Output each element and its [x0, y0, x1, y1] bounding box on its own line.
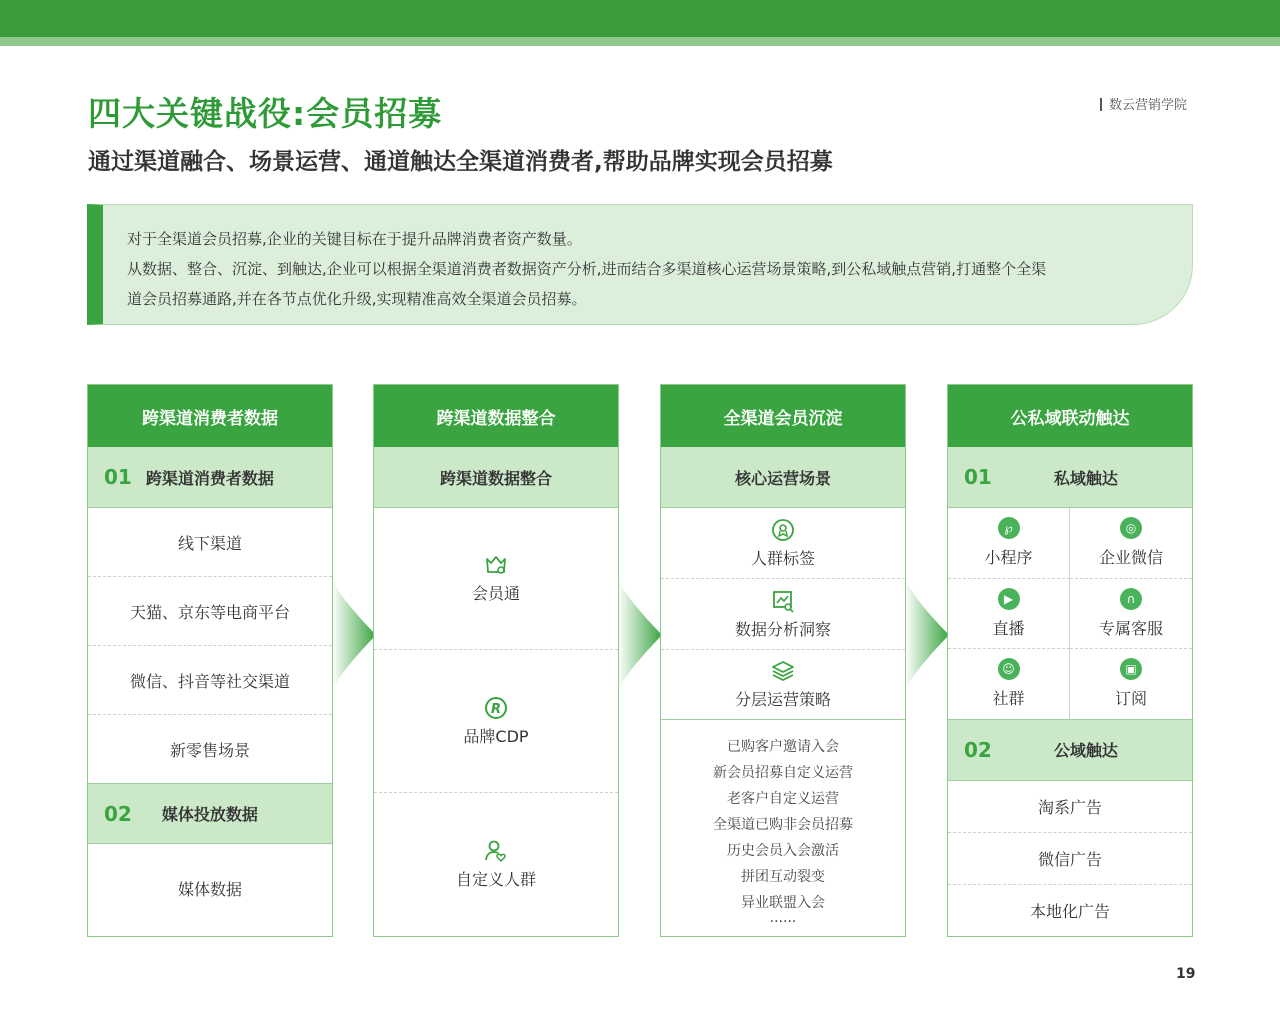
column-data-integration: [373, 384, 619, 937]
list-item: [374, 508, 618, 650]
badge-icon: [771, 518, 795, 542]
person-heart-icon: [484, 839, 508, 863]
item-label: 自定义人群: [455, 870, 536, 889]
section-header: [374, 447, 618, 508]
crown-card-icon: [484, 553, 508, 577]
section-label: 跨渠道消费者数据: [145, 468, 274, 488]
list-item: [661, 508, 905, 579]
section-label: 媒体投放数据: [161, 805, 258, 824]
grid-item: [1070, 508, 1192, 579]
grid-item: [948, 508, 1070, 579]
section-number: 01: [104, 465, 132, 489]
list-item: 微信广告: [948, 833, 1192, 885]
column-header: 跨渠道数据整合: [374, 385, 618, 447]
list-item: 天猫、京东等电商平台: [88, 577, 332, 646]
list-item: 老客户自定义运营: [727, 791, 839, 807]
section-header-01: [948, 447, 1192, 508]
private-domain-grid: [948, 508, 1192, 720]
intro-line-1: 对于全渠道会员招募,企业的关键目标在于提升品牌消费者资产数量。: [127, 230, 582, 248]
item-label: 分层运营策略: [734, 690, 831, 709]
item-label: 订阅: [1114, 689, 1147, 709]
mini-program-icon: ℘: [998, 517, 1020, 539]
headset-icon: ∩: [1120, 588, 1142, 610]
item-label: 小程序: [984, 548, 1033, 568]
section-label: 跨渠道数据整合: [439, 468, 552, 488]
column-header: 全渠道会员沉淀: [661, 385, 905, 447]
section-number: 02: [104, 801, 132, 826]
list-item: 微信、抖音等社交渠道: [88, 646, 332, 715]
registered-r-icon: [484, 696, 508, 720]
top-banner-stripe: [0, 37, 1280, 46]
item-label: 数据分析洞察: [734, 619, 831, 639]
list-ellipsis: ······: [769, 914, 797, 930]
connector-arrow-1: [332, 580, 376, 690]
section-label: 公域触达: [1053, 741, 1118, 760]
column-header: 公私域联动触达: [948, 385, 1192, 447]
section-header-01: [88, 447, 332, 508]
group-icon: ☺: [998, 658, 1020, 680]
list-item: 历史会员入会激活: [727, 843, 839, 859]
item-label: 人群标签: [750, 548, 815, 568]
grid-item: [948, 579, 1070, 650]
item-label: 企业微信: [1098, 548, 1163, 568]
item-label: 社群: [992, 689, 1025, 709]
item-label: 专属客服: [1098, 618, 1163, 638]
connector-arrow-2: [618, 580, 662, 690]
list-item: [661, 579, 905, 650]
section-label: 私域触达: [1053, 468, 1118, 488]
list-item: [661, 650, 905, 720]
section-header: [661, 447, 905, 508]
intro-line-2: 从数据、整合、沉淀、到触达,企业可以根据全渠道消费者数据资产分析,进而结合多渠道核心运营场景策略,到公私域触点营销,打通整个全渠: [127, 260, 1047, 278]
svg-text:R: R: [490, 701, 502, 717]
intro-line-3: 道会员招募通路,并在各节点优化升级,实现精准高效全渠道会员招募。: [127, 290, 587, 308]
wecom-icon: ◎: [1120, 517, 1142, 539]
list-item: 全渠道已购非会员招募: [713, 817, 853, 833]
page-number: 19: [1176, 966, 1196, 982]
section-number: 01: [964, 465, 992, 489]
grid-item: [1070, 649, 1192, 720]
list-item: 新零售场景: [169, 740, 250, 760]
brand-text: 数云营销学院: [1109, 98, 1188, 113]
list-item: [374, 650, 618, 793]
intro-box: [87, 204, 1193, 325]
list-item: 异业联盟入会: [741, 895, 825, 911]
section-header-02: [88, 783, 332, 844]
column-touchpoints: [947, 384, 1193, 937]
section-header-02: [948, 720, 1192, 781]
list-item: 淘系广告: [948, 781, 1192, 833]
page-subtitle: 通过渠道融合、场景运营、通道触达全渠道消费者,帮助品牌实现会员招募: [88, 149, 833, 175]
list-item: 拼团互动裂变: [741, 869, 825, 885]
column-header: 跨渠道消费者数据: [88, 385, 332, 447]
list-item: 媒体数据: [177, 879, 242, 899]
column-member-retention: [660, 384, 906, 937]
list-item: 新会员招募自定义运营: [713, 765, 853, 781]
list-item: 线下渠道: [88, 508, 332, 577]
section-label: 核心运营场景: [734, 468, 831, 488]
brand-label: [1100, 94, 1187, 113]
top-banner: [0, 0, 1280, 37]
item-label: 会员通: [471, 584, 520, 603]
connector-arrow-3: [905, 580, 949, 690]
list-item: [374, 793, 618, 936]
list-item: 本地化广告: [1029, 902, 1110, 921]
grid-item: [948, 649, 1070, 720]
live-video-icon: ▶: [998, 588, 1020, 610]
page-title: 四大关键战役:会员招募: [88, 94, 443, 133]
item-label: 直播: [992, 618, 1025, 638]
subscribe-icon: ▣: [1120, 658, 1142, 680]
grid-item: [1070, 579, 1192, 650]
chart-search-icon: [771, 589, 795, 613]
column-consumer-data: [87, 384, 333, 937]
brand-bar-icon: [1100, 98, 1102, 111]
section-number: 02: [964, 737, 992, 762]
item-label: 品牌CDP: [463, 726, 529, 746]
scenario-list: [661, 720, 905, 928]
list-item: 已购客户邀请入会: [727, 739, 839, 755]
layers-icon: [771, 659, 795, 683]
